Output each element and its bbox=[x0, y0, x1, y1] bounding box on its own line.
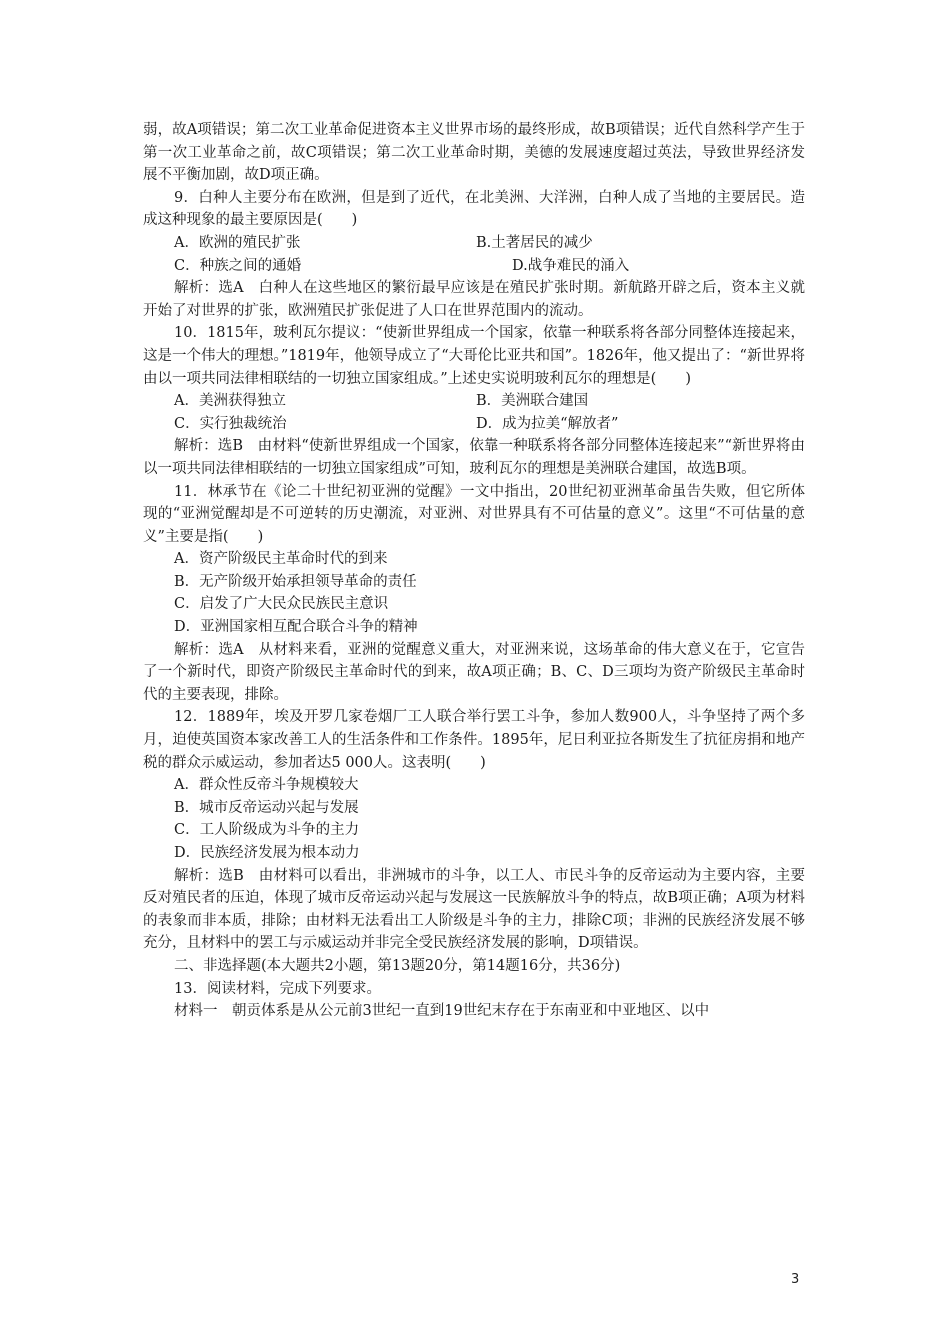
question-11: 11．林承节在《论二十世纪初亚洲的觉醒》一文中指出，20世纪初亚洲革命虽告失败，但它所体现的“亚洲觉醒却是不可逆转的历史潮流，对亚洲、对世界具有不可估量的意义”。这里“不可估量的意义”主要是指( ) bbox=[143, 483, 805, 545]
q10-option-b: B．美洲联合建国 bbox=[476, 393, 589, 410]
q12-option-b: B．城市反帝运动兴起与发展 bbox=[174, 799, 359, 816]
q11-option-c: C．启发了广大民众民族民主意识 bbox=[174, 596, 389, 613]
q10-option-c: C．实行独裁统治 bbox=[174, 415, 287, 432]
q10-analysis: 解析：选B 由材料“使新世界组成一个国家，依靠一种联系将各部分同整体连接起来”“新世界将由以一项共同法律相联结的一切独立国家组成”可知，玻利瓦尔的理想是美洲联合建国，故选B项。 bbox=[143, 438, 805, 477]
q13-material-1: 材料一 朝贡体系是从公元前3世纪一直到19世纪末存在于东南亚和中亚地区、以中 bbox=[174, 1003, 710, 1020]
q10-options-row-2 bbox=[143, 413, 805, 436]
q10-option-a: A．美洲获得独立 bbox=[174, 393, 286, 410]
q12-option-c: C．工人阶级成为斗争的主力 bbox=[174, 822, 360, 839]
page-number: 3 bbox=[791, 1272, 800, 1287]
q11-option-a: A．资产阶级民主革命时代的到来 bbox=[174, 551, 388, 568]
q12-analysis: 解析：选B 由材料可以看出，非洲城市的斗争，以工人、市民斗争的反帝运动为主要内容，主要反对殖民者的压迫，体现了城市反帝运动兴起与发展这一民族解放斗争的特点，故B项正确；A项为材料的表象而非本质，排除；由材料无法看出工人阶级是斗争的主力，排除C项；非洲的民族经济发展不够充分，且材料中的罢工与示威运动并非完全受民族经济发展的影响，D项错误。 bbox=[143, 867, 805, 952]
q8-analysis-continued: 弱，故A项错误；第二次工业革命促进资本主义世界市场的最终形成，故B项错误；近代自然科学产生于第一次工业革命之前，故C项错误；第二次工业革命时期，美德的发展速度超过英法，导致世界经济发展不平衡加剧，故D项正确。 bbox=[143, 122, 805, 184]
q9-analysis: 解析：选A 白种人在这些地区的繁衍最早应该是在殖民扩张时期。新航路开辟之后，资本主义就开始了对世界的扩张，欧洲殖民扩张促进了人口在世界范围内的流动。 bbox=[143, 280, 805, 319]
q9-options-row-2 bbox=[143, 255, 805, 278]
q11-analysis: 解析：选A 从材料来看，亚洲的觉醒意义重大，对亚洲来说，这场革命的伟大意义在于，它宣告了一个新时代，即资产阶级民主革命时代的到来，故A项正确；B、C、D三项均为资产阶级民主革命时代的主要表现，排除。 bbox=[143, 641, 805, 703]
q9-options-row-1 bbox=[143, 232, 805, 255]
page-content bbox=[143, 119, 805, 1023]
q9-option-b: B.土著居民的减少 bbox=[476, 234, 593, 251]
q11-option-d: D．亚洲国家相互配合联合斗争的精神 bbox=[174, 619, 418, 636]
q9-option-a: A．欧洲的殖民扩张 bbox=[174, 234, 301, 251]
section-2-heading: 二、非选择题(本大题共2小题，第13题20分，第14题16分，共36分) bbox=[174, 957, 621, 974]
question-9: 9．白种人主要分布在欧洲，但是到了近代，在北美洲、大洋洲，白种人成了当地的主要居民。造成这种现象的最主要原因是( ) bbox=[143, 189, 805, 229]
q12-option-d: D．民族经济发展为根本动力 bbox=[174, 845, 360, 861]
q9-option-c: C．种族之间的通婚 bbox=[174, 257, 302, 274]
q10-option-d: D．成为拉美“解放者” bbox=[476, 415, 619, 432]
q12-option-a: A．群众性反帝斗争规模较大 bbox=[174, 777, 359, 794]
q10-options-row-1 bbox=[143, 390, 805, 413]
question-10: 10．1815年，玻利瓦尔提议：“使新世界组成一个国家，依靠一种联系将各部分同整体连接起来，这是一个伟大的理想。”1819年，他领导成立了“大哥伦比亚共和国”。1826年，他又提出了：“新世界将由以一项共同法律相联结的一切独立国家组成。”上述史实说明玻利瓦尔的理想是( ) bbox=[143, 325, 805, 387]
q11-option-b: B．无产阶级开始承担领导革命的责任 bbox=[174, 573, 417, 590]
question-12: 12．1889年，埃及开罗几家卷烟厂工人联合举行罢工斗争，参加人数900人，斗争坚持了两个多月，迫使英国资本家改善工人的生活条件和工作条件。1895年，尼日利亚拉各斯发生了抗征房捐和地产税的群众示威运动，参加者达5 000人。这表明( ) bbox=[143, 709, 805, 771]
question-13: 13．阅读材料，完成下列要求。 bbox=[174, 980, 381, 997]
q9-option-d: D.战争难民的涌入 bbox=[512, 257, 630, 274]
